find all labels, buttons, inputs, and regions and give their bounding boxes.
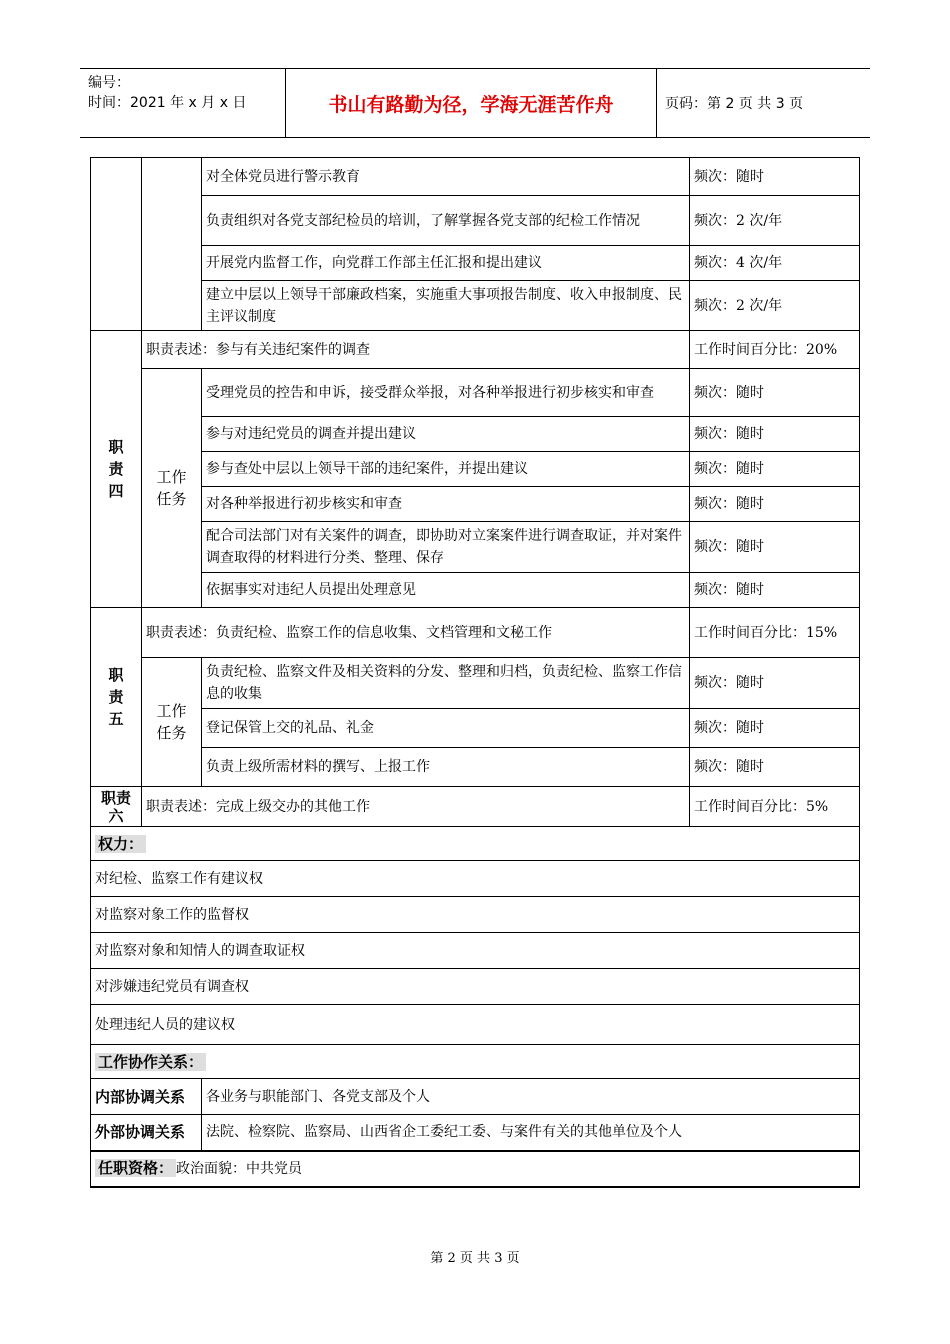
external-relation-label: 外部协调关系 bbox=[91, 1115, 202, 1151]
task-frequency: 频次：2 次/年 bbox=[690, 281, 860, 331]
task-text: 配合司法部门对有关案件的调查，即协助对立案案件进行调查取证，并对案件调查取得的材料进行分类、整理、保存 bbox=[202, 522, 690, 573]
duty3-task-row bbox=[91, 281, 860, 331]
duty5-label: 职责五 bbox=[91, 608, 142, 787]
task-text: 负责上级所需材料的撰写、上报工作 bbox=[202, 748, 690, 787]
duty6-description: 职责表述：完成上级交办的其他工作 bbox=[142, 787, 690, 827]
duty4-description: 职责表述：参与有关违纪案件的调查 bbox=[142, 331, 690, 369]
external-relation-row bbox=[91, 1115, 860, 1151]
duty3-task-row bbox=[91, 246, 860, 281]
task-frequency: 频次：随时 bbox=[690, 452, 860, 487]
task-frequency: 频次：随时 bbox=[690, 522, 860, 573]
power-item: 对监察对象工作的监督权 bbox=[91, 897, 860, 933]
duty3-task-row bbox=[91, 158, 860, 196]
powers-title: 权力： bbox=[95, 835, 146, 853]
power-item: 对监察对象和知情人的调查取证权 bbox=[91, 933, 860, 969]
duty5-task-row bbox=[91, 658, 860, 709]
task-text: 负责组织对各党支部纪检员的培训，了解掌握各党支部的纪检工作情况 bbox=[202, 196, 690, 246]
task-frequency: 频次：2 次/年 bbox=[690, 196, 860, 246]
power-row bbox=[91, 969, 860, 1005]
duty4-task-row bbox=[91, 487, 860, 522]
power-item: 对涉嫌违纪党员有调查权 bbox=[91, 969, 860, 1005]
doc-number: 编号： bbox=[88, 75, 130, 91]
duty3-task-label-cell bbox=[142, 158, 202, 331]
duty4-task-row bbox=[91, 573, 860, 608]
task-text: 对全体党员进行警示教育 bbox=[202, 158, 690, 196]
task-frequency: 频次：随时 bbox=[690, 158, 860, 196]
powers-section-row bbox=[91, 827, 860, 861]
power-row bbox=[91, 1005, 860, 1045]
internal-relation-label: 内部协调关系 bbox=[91, 1079, 202, 1115]
task-text: 登记保管上交的礼品、礼金 bbox=[202, 709, 690, 748]
task-frequency: 频次：随时 bbox=[690, 487, 860, 522]
duty4-task-row bbox=[91, 452, 860, 487]
duty4-task-label: 工作任务 bbox=[142, 369, 202, 608]
task-text: 受理党员的控告和申诉，接受群众举报，对各种举报进行初步核实和审查 bbox=[202, 369, 690, 417]
duty5-task-label: 工作任务 bbox=[142, 658, 202, 787]
task-text: 负责纪检、监察文件及相关资料的分发、整理和归档，负责纪检、监察工作信息的收集 bbox=[202, 658, 690, 709]
duty6-row bbox=[91, 787, 860, 827]
header-left bbox=[88, 73, 283, 113]
task-frequency: 频次：随时 bbox=[690, 748, 860, 787]
power-row bbox=[91, 897, 860, 933]
duty4-description-row bbox=[91, 331, 860, 369]
page-header bbox=[80, 68, 870, 138]
duty5-description-row bbox=[91, 608, 860, 658]
qualification-label: 任职资格： bbox=[95, 1159, 176, 1177]
task-text: 依据事实对违纪人员提出处理意见 bbox=[202, 573, 690, 608]
duty6-time-percent: 工作时间百分比：5% bbox=[690, 787, 860, 827]
task-frequency: 频次：随时 bbox=[690, 658, 860, 709]
duty4-task-row bbox=[91, 522, 860, 573]
relations-section-row bbox=[91, 1045, 860, 1079]
duty4-time-percent: 工作时间百分比：20% bbox=[690, 331, 860, 369]
power-item: 处理违纪人员的建议权 bbox=[91, 1005, 860, 1045]
task-text: 对各种举报进行初步核实和审查 bbox=[202, 487, 690, 522]
task-text: 参与查处中层以上领导干部的违纪案件，并提出建议 bbox=[202, 452, 690, 487]
task-frequency: 频次：4 次/年 bbox=[690, 246, 860, 281]
task-frequency: 频次：随时 bbox=[690, 573, 860, 608]
duty3-task-row bbox=[91, 196, 860, 246]
task-frequency: 频次：随时 bbox=[690, 417, 860, 452]
task-frequency: 频次：随时 bbox=[690, 369, 860, 417]
internal-relation-row bbox=[91, 1079, 860, 1115]
duty4-label: 职责四 bbox=[91, 331, 142, 608]
duty5-task-row bbox=[91, 709, 860, 748]
qualification-row bbox=[91, 1151, 860, 1187]
duty5-description: 职责表述：负责纪检、监察工作的信息收集、文档管理和文秘工作 bbox=[142, 608, 690, 658]
power-item: 对纪检、监察工作有建议权 bbox=[91, 861, 860, 897]
duty5-time-percent: 工作时间百分比：15% bbox=[690, 608, 860, 658]
relations-title: 工作协作关系： bbox=[95, 1053, 206, 1071]
task-text: 开展党内监督工作，向党群工作部主任汇报和提出建议 bbox=[202, 246, 690, 281]
qualification-value: 政治面貌：中共党员 bbox=[176, 1161, 303, 1177]
task-text: 参与对违纪党员的调查并提出建议 bbox=[202, 417, 690, 452]
internal-relation-value: 各业务与职能部门、各党支部及个人 bbox=[202, 1079, 860, 1115]
header-page: 页码：第 2 页 共 3 页 bbox=[665, 96, 804, 112]
duty6-label: 职责六 bbox=[91, 787, 142, 827]
power-row bbox=[91, 861, 860, 897]
power-row bbox=[91, 933, 860, 969]
task-frequency: 频次：随时 bbox=[690, 709, 860, 748]
page-footer: 第 2 页 共 3 页 bbox=[430, 1251, 520, 1266]
doc-date: 时间：2021 年 x 月 x 日 bbox=[88, 95, 247, 111]
duty5-task-row bbox=[91, 748, 860, 787]
duty4-task-row bbox=[91, 369, 860, 417]
duty3-label-cell bbox=[91, 158, 142, 331]
external-relation-value: 法院、检察院、监察局、山西省企工委纪工委、与案件有关的其他单位及个人 bbox=[202, 1115, 860, 1151]
job-description-table bbox=[90, 157, 860, 1188]
header-motto: 书山有路勤为径，学海无涯苦作舟 bbox=[285, 69, 657, 137]
task-text: 建立中层以上领导干部廉政档案，实施重大事项报告制度、收入申报制度、民主评议制度 bbox=[202, 281, 690, 331]
duty4-task-row bbox=[91, 417, 860, 452]
